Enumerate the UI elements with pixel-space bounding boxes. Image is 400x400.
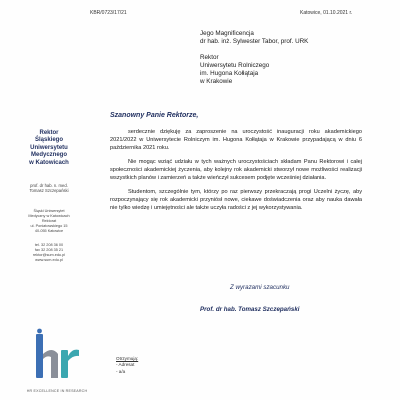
letter-date: Katowice, 01.10.2021 r. bbox=[300, 10, 353, 16]
paragraph: Nie mogąc wziąć udziału w tych ważnych uroczystościach składam Panu Rektorowi i całej społeczności akademickiej życzenia, aby kolejny rok akademicki stworzył nowe możliwości realizacji wszystkich planów i zamierzeń a także wieńczył sukcesem podjęte wcześniej działania. bbox=[110, 159, 362, 181]
contact-website: www.sum.edu.pl bbox=[35, 257, 63, 262]
recipient-gap bbox=[200, 46, 308, 54]
rector-title-line: Uniwersytetu bbox=[30, 144, 68, 151]
recipient-item: - a/a bbox=[116, 368, 126, 374]
signature: Prof. dr hab. Tomasz Szczepański bbox=[200, 306, 300, 313]
letterhead-sidebar bbox=[14, 130, 84, 263]
paragraph: serdecznie dziękuję za zaproszenie na uroczystość inauguracji roku akademickiego 2021/2022 w Uniwersytecie Rolniczym im. Hugona Kołłątaja w Krakowie przypadającą w dniu 6 października 2021 roku. bbox=[110, 129, 362, 151]
address-line: ul. Poniatowskiego 15 bbox=[30, 223, 68, 228]
recipient-line: im. Hugona Kołłątaja bbox=[200, 70, 259, 77]
rector-title-line: Rektor bbox=[39, 130, 59, 136]
recipient-block bbox=[200, 30, 308, 86]
recipient-line: Uniwersytetu Rolniczego bbox=[200, 62, 270, 69]
recipient-line: Rektor bbox=[200, 54, 219, 61]
rector-name-line: Tomasz Szczepański bbox=[29, 188, 69, 194]
rector-title-line: Medycznego bbox=[30, 152, 67, 159]
rector-title bbox=[14, 130, 84, 167]
logo-caption: HR EXCELLENCE IN RESEARCH bbox=[26, 389, 88, 393]
salutation: Szanowny Panie Rektorze, bbox=[110, 112, 199, 119]
reference-number: KBR/0723/17/21 bbox=[90, 10, 127, 16]
rector-title-line: w Katowicach bbox=[29, 159, 69, 166]
contact-phone: tel. 32 208 36 00 bbox=[34, 243, 64, 248]
letter-body bbox=[110, 128, 362, 218]
university-address bbox=[14, 209, 84, 233]
recipient-line: dr hab. inż. Sylwester Tabor, prof. URK bbox=[200, 38, 309, 45]
rector-name-line: prof. dr hab. n. med. bbox=[30, 183, 68, 189]
recipients-title: Otrzymują: bbox=[116, 356, 139, 361]
recipients-list bbox=[116, 356, 138, 375]
address-line: Medyczny w Katowicach bbox=[28, 214, 70, 219]
closing-phrase: Z wyrazami szacunku bbox=[230, 284, 290, 291]
university-contacts bbox=[14, 243, 84, 262]
recipient-line: w Krakowie bbox=[200, 78, 233, 85]
contact-email: rektor@sum.edu.pl bbox=[32, 253, 66, 258]
recipient-item: - Adresat bbox=[116, 362, 135, 368]
rector-title-line: Śląskiego bbox=[34, 137, 63, 144]
hr-excellence-logo-icon bbox=[30, 328, 82, 384]
contact-fax: fax 32 208 35 21 bbox=[34, 248, 64, 253]
rector-name bbox=[14, 183, 84, 193]
address-line: Śląski Uniwersytet bbox=[33, 209, 65, 214]
recipient-line: Jego Magnificencja bbox=[200, 30, 254, 37]
address-line: 40-055 Katowice bbox=[34, 228, 64, 233]
paragraph: Studentom, szczególnie tym, którzy po raz pierwszy przekraczają progi Uczelni życzę, aby rozpoczynający się rok akademicki przyniósł nowe, ciekawe doświadczenia oraz aby nauka dawała nie tylko wiedzę i umiejętności ale także uczyła radości z jej wykorzystywania. bbox=[110, 189, 362, 211]
address-line: Rektorat bbox=[41, 219, 57, 224]
